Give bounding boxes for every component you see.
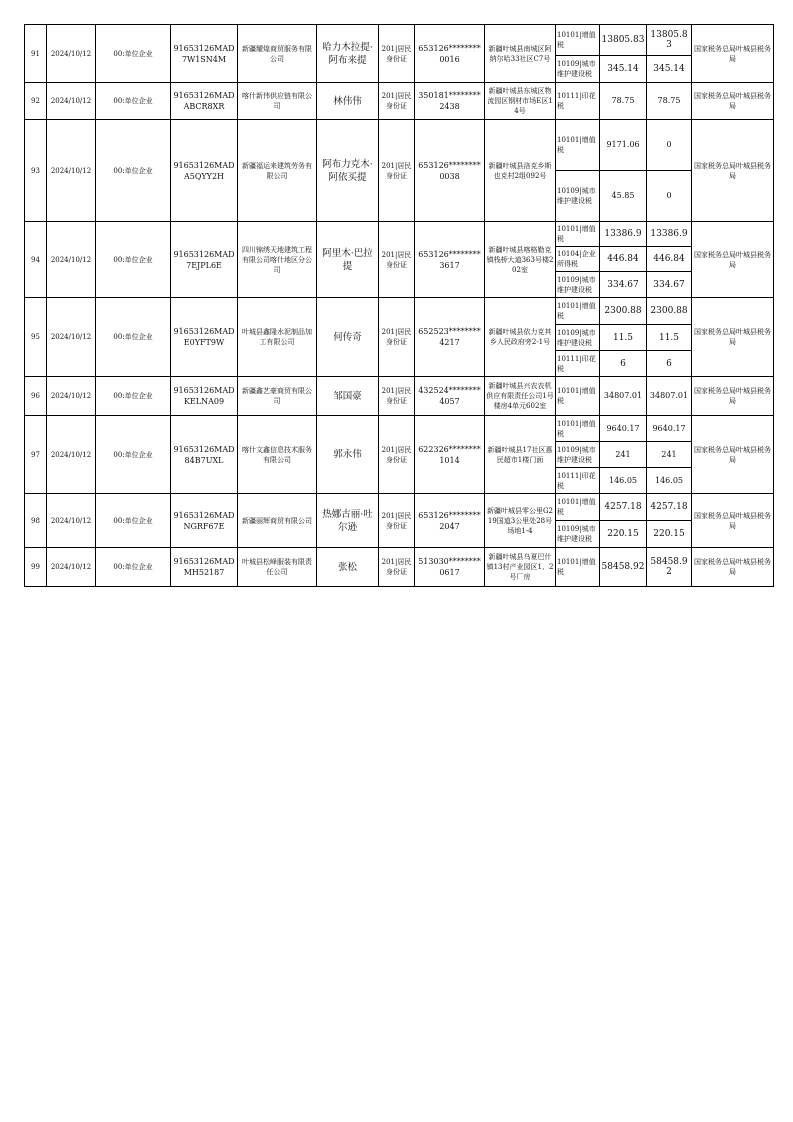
table-row [25,25,774,56]
id-number: 432524********4057 [415,377,485,416]
legal-person-name: 热娜古丽·吐尔逊 [317,494,379,548]
id-type: 201|居民身份证 [379,120,415,222]
tax-paid: 241 [647,442,692,468]
taxpayer-type: 00:单位企业 [96,416,171,494]
tax-paid: 78.75 [647,83,692,120]
legal-person-name: 张松 [317,548,379,587]
tax-amount: 11.5 [600,325,647,351]
tax-paid: 11.5 [647,325,692,351]
table-row [25,83,774,120]
taxpayer-type: 00:单位企业 [96,298,171,377]
taxpayer-type: 00:单位企业 [96,83,171,120]
company-name: 新疆丽辉商贸有限公司 [238,494,317,548]
taxpayer-type: 00:单位企业 [96,377,171,416]
credit-code: 91653126MADABCR8XR [171,83,238,120]
business-address: 新疆叶城县依力克其乡人民政府旁2-1号 [485,298,556,377]
legal-person-name: 郭永伟 [317,416,379,494]
record-date: 2024/10/12 [47,25,96,83]
row-number: 91 [25,25,47,83]
row-number: 98 [25,494,47,548]
record-date: 2024/10/12 [47,548,96,587]
tax-authority: 国家税务总局叶城县税务局 [692,416,774,494]
id-type: 201|居民身份证 [379,25,415,83]
tax-amount: 446.84 [600,247,647,272]
tax-paid: 9640.17 [647,416,692,442]
id-number: 622326********1014 [415,416,485,494]
record-date: 2024/10/12 [47,298,96,377]
row-number: 92 [25,83,47,120]
tax-authority: 国家税务总局叶城县税务局 [692,494,774,548]
legal-person-name: 哈力木拉提·阿布来提 [317,25,379,83]
id-number: 653126********0038 [415,120,485,222]
tax-paid: 13386.9 [647,222,692,247]
table-row [25,377,774,416]
tax-item: 10109|城市维护建设税 [556,171,600,222]
tax-authority: 国家税务总局叶城县税务局 [692,83,774,120]
tax-paid: 146.05 [647,468,692,494]
business-address: 新疆叶城县17社区惠民超市1楼门面 [485,416,556,494]
legal-person-name: 邹国豪 [317,377,379,416]
business-address: 新疆叶城县南城区阿纳尔哈33社区C7号 [485,25,556,83]
tax-item: 10101|增值税 [556,25,600,56]
legal-person-name: 阿布力克木·阿依买提 [317,120,379,222]
tax-item: 10111|印花税 [556,468,600,494]
tax-amount: 78.75 [600,83,647,120]
tax-paid: 6 [647,351,692,377]
tax-amount: 13805.83 [600,25,647,56]
id-number: 652523********4217 [415,298,485,377]
record-date: 2024/10/12 [47,222,96,298]
tax-paid: 58458.92 [647,548,692,587]
tax-amount: 13386.9 [600,222,647,247]
tax-paid: 2300.88 [647,298,692,325]
credit-code: 91653126MADNGRF67E [171,494,238,548]
id-number: 653126********3617 [415,222,485,298]
company-name: 新疆耀煌商贸服务有限公司 [238,25,317,83]
company-name: 喀什文鑫信息技术服务有限公司 [238,416,317,494]
tax-item: 10101|增值税 [556,120,600,171]
record-date: 2024/10/12 [47,416,96,494]
tax-item: 10101|增值税 [556,298,600,325]
company-name: 叶城县鑫隆水泥制品加工有限公司 [238,298,317,377]
record-date: 2024/10/12 [47,83,96,120]
credit-code: 91653126MADA5QYY2H [171,120,238,222]
credit-code: 91653126MAD7W1SN4M [171,25,238,83]
tax-item: 10109|城市维护建设税 [556,521,600,548]
tax-item: 10101|增值税 [556,548,600,587]
table-row [25,548,774,587]
record-date: 2024/10/12 [47,494,96,548]
id-number: 653126********2047 [415,494,485,548]
tax-item: 10101|增值税 [556,494,600,521]
credit-code: 91653126MADMH52187 [171,548,238,587]
tax-paid: 13805.83 [647,25,692,56]
credit-code: 91653126MAD7EJPL6E [171,222,238,298]
business-address: 新疆叶城县洛克乡斯也克村2组092号 [485,120,556,222]
id-number: 653126********0016 [415,25,485,83]
tax-item: 10104|企业所得税 [556,247,600,272]
tax-amount: 58458.92 [600,548,647,587]
taxpayer-type: 00:单位企业 [96,222,171,298]
business-address: 新疆叶城县乌夏巴什镇13村产业园区1、2号厂房 [485,548,556,587]
id-number: 350181********2438 [415,83,485,120]
tax-item: 10109|城市维护建设税 [556,325,600,351]
row-number: 96 [25,377,47,416]
legal-person-name: 何传奇 [317,298,379,377]
credit-code: 91653126MADKELNA09 [171,377,238,416]
tax-item: 10111|印花税 [556,83,600,120]
row-number: 95 [25,298,47,377]
taxpayer-type: 00:单位企业 [96,120,171,222]
table-body [25,25,774,587]
tax-paid: 220.15 [647,521,692,548]
tax-item: 10109|城市维护建设税 [556,56,600,83]
tax-item: 10109|城市维护建设税 [556,442,600,468]
tax-item: 10109|城市维护建设税 [556,272,600,298]
business-address: 新疆叶城县喀格勒克镇栈桥大道363号楼202室 [485,222,556,298]
table-row [25,222,774,247]
legal-person-name: 阿里木·巴拉提 [317,222,379,298]
company-name: 四川锦绣天地建筑工程有限公司喀什地区分公司 [238,222,317,298]
id-type: 201|居民身份证 [379,377,415,416]
id-number: 513030********0617 [415,548,485,587]
tax-records-table [24,24,774,587]
credit-code: 91653126MADE0YFT9W [171,298,238,377]
tax-record-sheet [24,24,773,587]
company-name: 叶城县松峰服装有限责任公司 [238,548,317,587]
tax-paid: 0 [647,171,692,222]
tax-paid: 345.14 [647,56,692,83]
tax-amount: 334.67 [600,272,647,298]
tax-authority: 国家税务总局叶城县税务局 [692,25,774,83]
company-name: 喀什新伟供应链有限公司 [238,83,317,120]
tax-paid: 4257.18 [647,494,692,521]
tax-amount: 241 [600,442,647,468]
id-type: 201|居民身份证 [379,548,415,587]
record-date: 2024/10/12 [47,120,96,222]
tax-amount: 2300.88 [600,298,647,325]
tax-authority: 国家税务总局叶城县税务局 [692,548,774,587]
business-address: 新疆叶城县兴农农机供应有限责任公司1号楼房4单元602室 [485,377,556,416]
table-row [25,120,774,171]
tax-item: 10101|增值税 [556,416,600,442]
tax-amount: 9640.17 [600,416,647,442]
row-number: 94 [25,222,47,298]
tax-amount: 45.85 [600,171,647,222]
tax-amount: 345.14 [600,56,647,83]
tax-item: 10111|印花税 [556,351,600,377]
record-date: 2024/10/12 [47,377,96,416]
id-type: 201|居民身份证 [379,222,415,298]
id-type: 201|居民身份证 [379,83,415,120]
taxpayer-type: 00:单位企业 [96,548,171,587]
taxpayer-type: 00:单位企业 [96,25,171,83]
legal-person-name: 林伟伟 [317,83,379,120]
id-type: 201|居民身份证 [379,298,415,377]
company-name: 新疆鑫艺豪商贸有限公司 [238,377,317,416]
row-number: 99 [25,548,47,587]
tax-paid: 446.84 [647,247,692,272]
taxpayer-type: 00:单位企业 [96,494,171,548]
tax-authority: 国家税务总局叶城县税务局 [692,298,774,377]
tax-item: 10101|增值税 [556,377,600,416]
id-type: 201|居民身份证 [379,416,415,494]
tax-amount: 9171.06 [600,120,647,171]
tax-paid: 34807.01 [647,377,692,416]
tax-amount: 4257.18 [600,494,647,521]
tax-amount: 146.05 [600,468,647,494]
id-type: 201|居民身份证 [379,494,415,548]
row-number: 93 [25,120,47,222]
row-number: 97 [25,416,47,494]
table-row [25,494,774,521]
business-address: 新疆叶城县东城区物流园区钢材市场E区14号 [485,83,556,120]
tax-authority: 国家税务总局叶城县税务局 [692,222,774,298]
tax-authority: 国家税务总局叶城县税务局 [692,120,774,222]
table-row [25,416,774,442]
tax-authority: 国家税务总局叶城县税务局 [692,377,774,416]
company-name: 新疆福运来建筑劳务有限公司 [238,120,317,222]
tax-paid: 334.67 [647,272,692,298]
table-row [25,298,774,325]
credit-code: 91653126MAD84B7UXL [171,416,238,494]
tax-amount: 220.15 [600,521,647,548]
tax-paid: 0 [647,120,692,171]
tax-amount: 6 [600,351,647,377]
business-address: 新疆叶城县零公里G219国道3公里处28号场地1-4 [485,494,556,548]
tax-item: 10101|增值税 [556,222,600,247]
tax-amount: 34807.01 [600,377,647,416]
